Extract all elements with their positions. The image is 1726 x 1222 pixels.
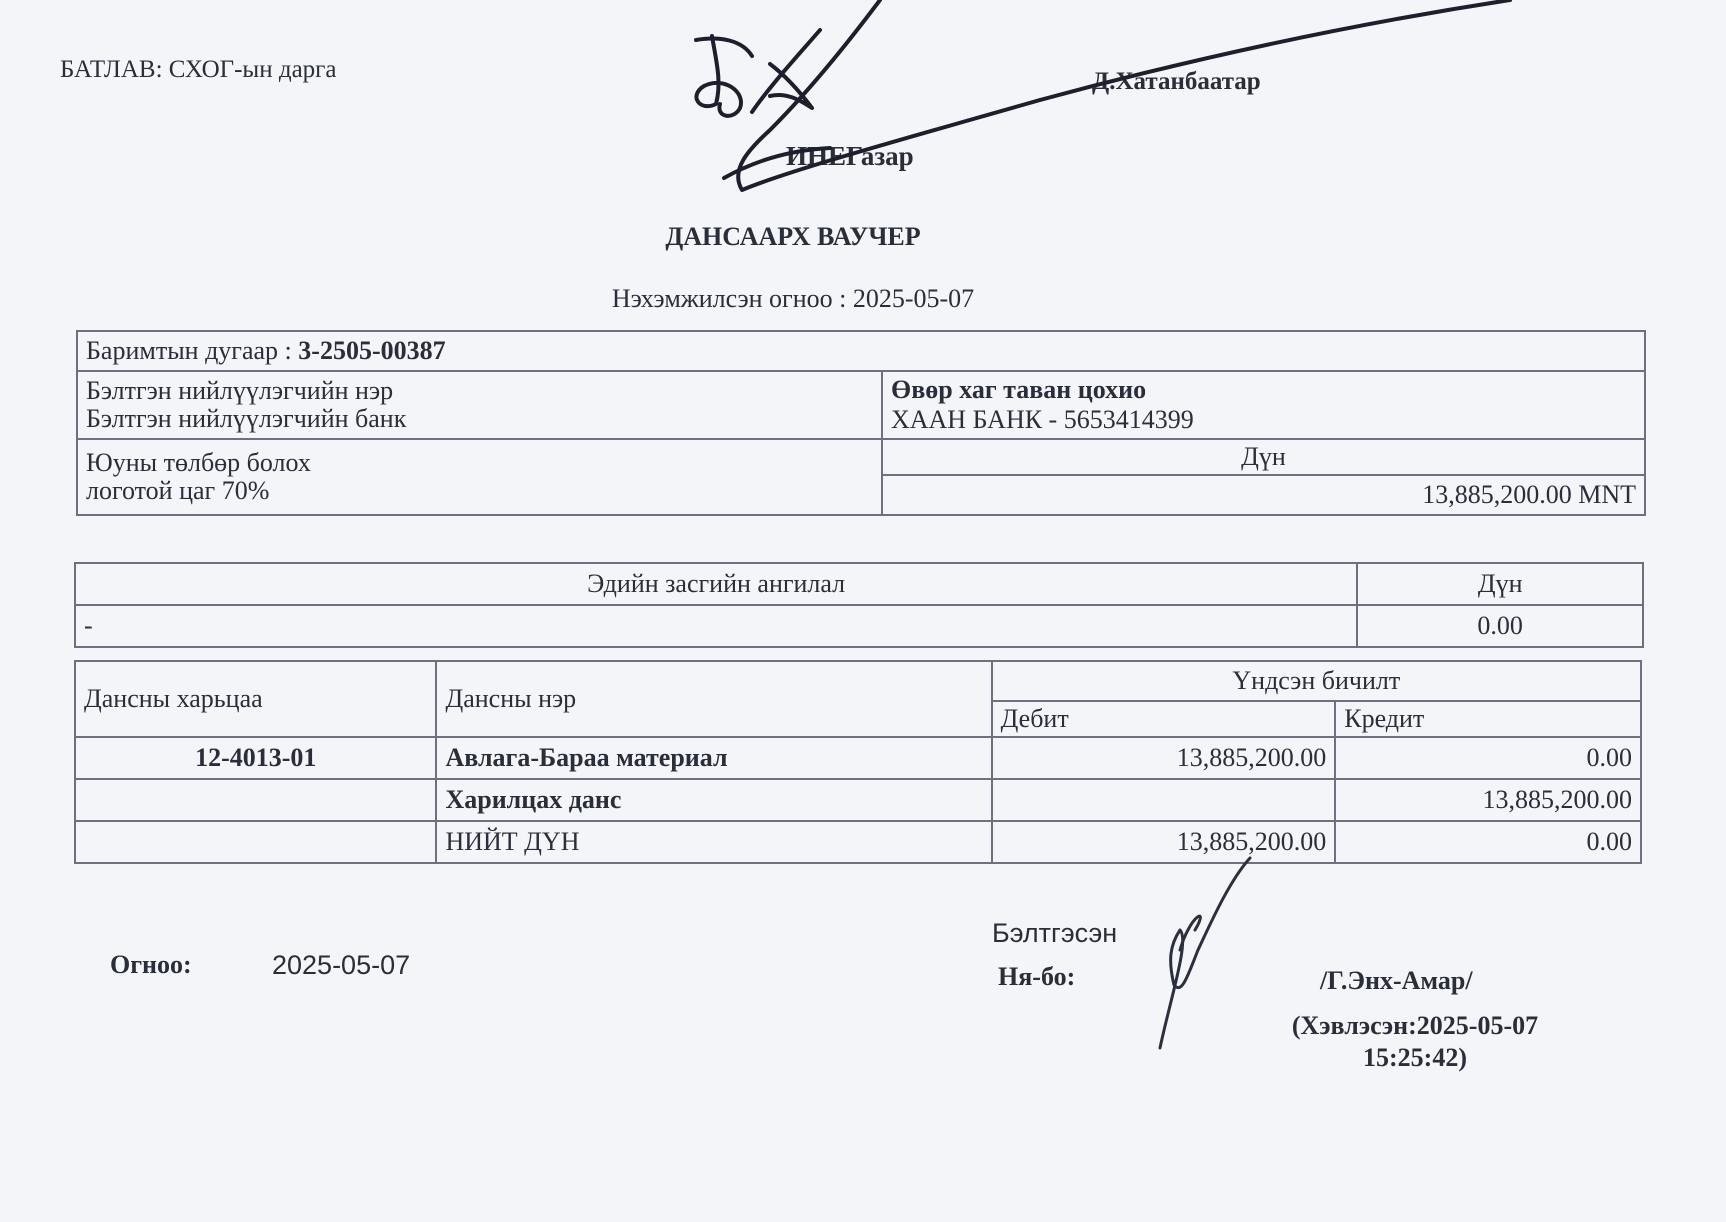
total-credit: 0.00 [1335,821,1641,863]
row-name: Харилцах данс [436,779,991,821]
economic-value: - [75,605,1357,647]
col-debit-header: Дебит [992,701,1336,737]
supplier-bank-label: Бэлтгэн нийлүүлэгчийн банк [86,404,407,433]
supplier-name: Өвөр хаг таван цохио [890,375,1147,404]
col-name-header: Дансны нэр [436,661,991,737]
date-label: Огноо: [110,950,192,979]
director-name: Д.Хатанбаатар [1092,68,1261,95]
document-title: ДАНСААРХ ВАУЧЕР [665,222,921,251]
row-credit: 0.00 [1335,737,1641,779]
total-debit: 13,885,200.00 [992,821,1336,863]
doc-number: 3-2505-00387 [298,336,446,365]
supplier-name-label: Бэлтгэн нийлүүлэгчийн нэр [86,376,394,405]
row-account: 12-4013-01 [75,737,436,779]
economic-amount-header: Дүн [1357,563,1643,605]
director-signature [696,0,1510,190]
description-line-1: Юуны төлбөр болох [86,448,311,477]
col-main-entry-header: Үндсэн бичилт [992,661,1641,701]
approval-label: БАТЛАВ: СХОГ-ын дарга [60,56,337,83]
accountant-name: /Г.Энх-Амар/ [1320,966,1473,995]
supplier-bank: ХААН БАНК - 5653414399 [890,405,1194,434]
row-name: Авлага-Бараа материал [436,737,991,779]
voucher-amount: 13,885,200.00 MNT [882,475,1645,515]
total-label: НИЙТ ДҮН [436,821,991,863]
accountant-label: Ня-бо: [998,962,1076,991]
printed-timestamp: (Хэвлэсэн:2025-05-07 15:25:42) [1291,1011,1539,1072]
description-line-2: логотой цаг 70% [86,476,270,505]
doc-number-label: Баримтын дугаар : [86,336,299,365]
economic-header: Эдийн засгийн ангилал [75,563,1357,605]
invoice-date: Нэхэмжилсэн огноо : 2025-05-07 [611,284,975,313]
row-credit: 13,885,200.00 [1335,779,1641,821]
row-debit: 13,885,200.00 [992,737,1336,779]
col-credit-header: Кредит [1335,701,1641,737]
accountant-signature [1160,858,1250,1048]
col-account-header: Дансны харьцаа [75,661,436,737]
prepared-label: Бэлтгэсэн [992,918,1118,948]
date-value: 2025-05-07 [272,950,411,980]
economic-amount: 0.00 [1357,605,1643,647]
amount-header: Дүн [882,439,1645,475]
department-name: ИНЕГазар [786,141,914,171]
